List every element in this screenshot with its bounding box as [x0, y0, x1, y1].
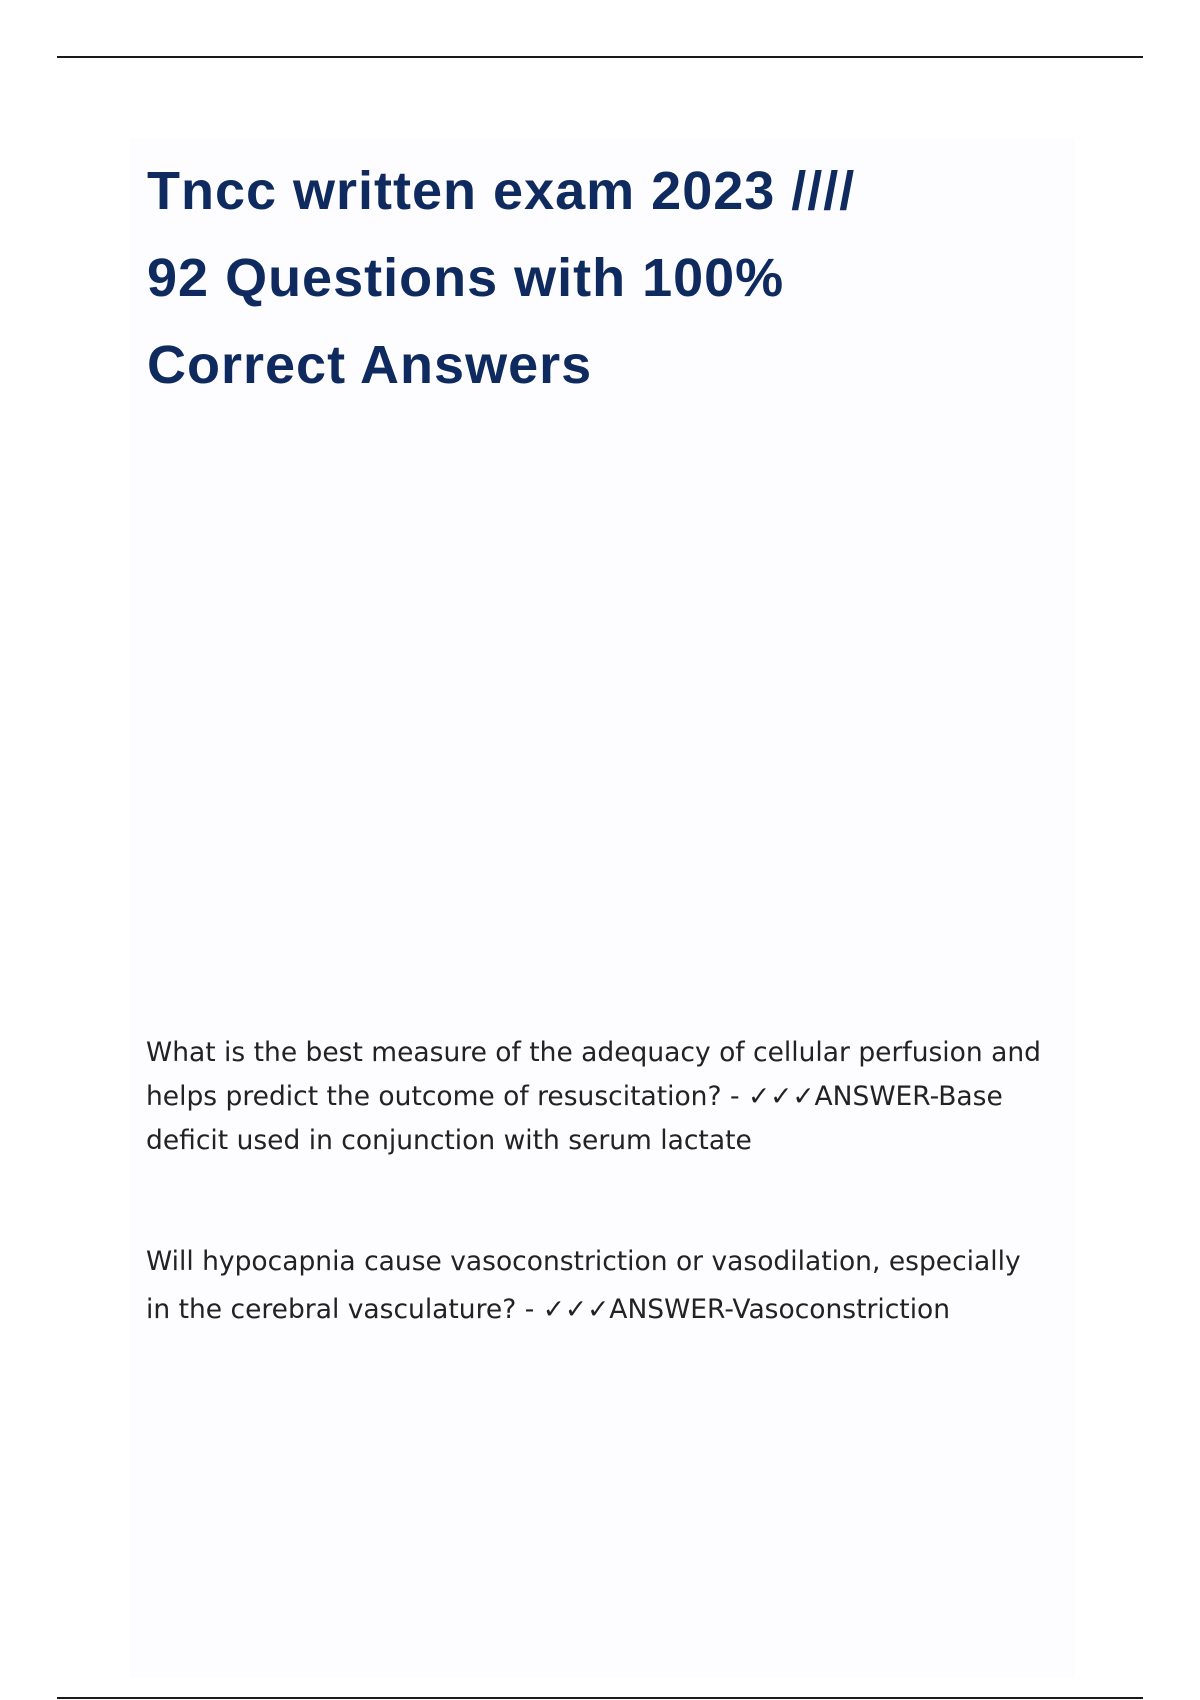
question-answer-1 — [146, 1031, 1071, 1163]
qa1-line-1: What is the best measure of the adequacy of cellular perfusion and — [146, 1037, 1041, 1068]
qa2-line-1: Will hypocapnia cause vasoconstriction or vasodilation, especially — [146, 1246, 1021, 1277]
qa2-line-2: in the cerebral vasculature? - ✓✓✓ANSWER-Vasoconstriction — [146, 1294, 951, 1325]
title-line-2: 92 Questions with 100% — [147, 248, 785, 308]
document-title — [147, 148, 1047, 409]
question-answer-2 — [146, 1238, 1071, 1334]
top-divider — [57, 56, 1143, 58]
qa1-line-3: deficit used in conjunction with serum lactate — [146, 1125, 752, 1156]
qa1-line-2: helps predict the outcome of resuscitation? - ✓✓✓ANSWER-Base — [146, 1081, 1003, 1112]
page-content — [130, 138, 1075, 1678]
title-line-1: Tncc written exam 2023 //// — [147, 161, 856, 221]
bottom-divider — [57, 1697, 1143, 1699]
title-line-3: Correct Answers — [147, 335, 593, 395]
